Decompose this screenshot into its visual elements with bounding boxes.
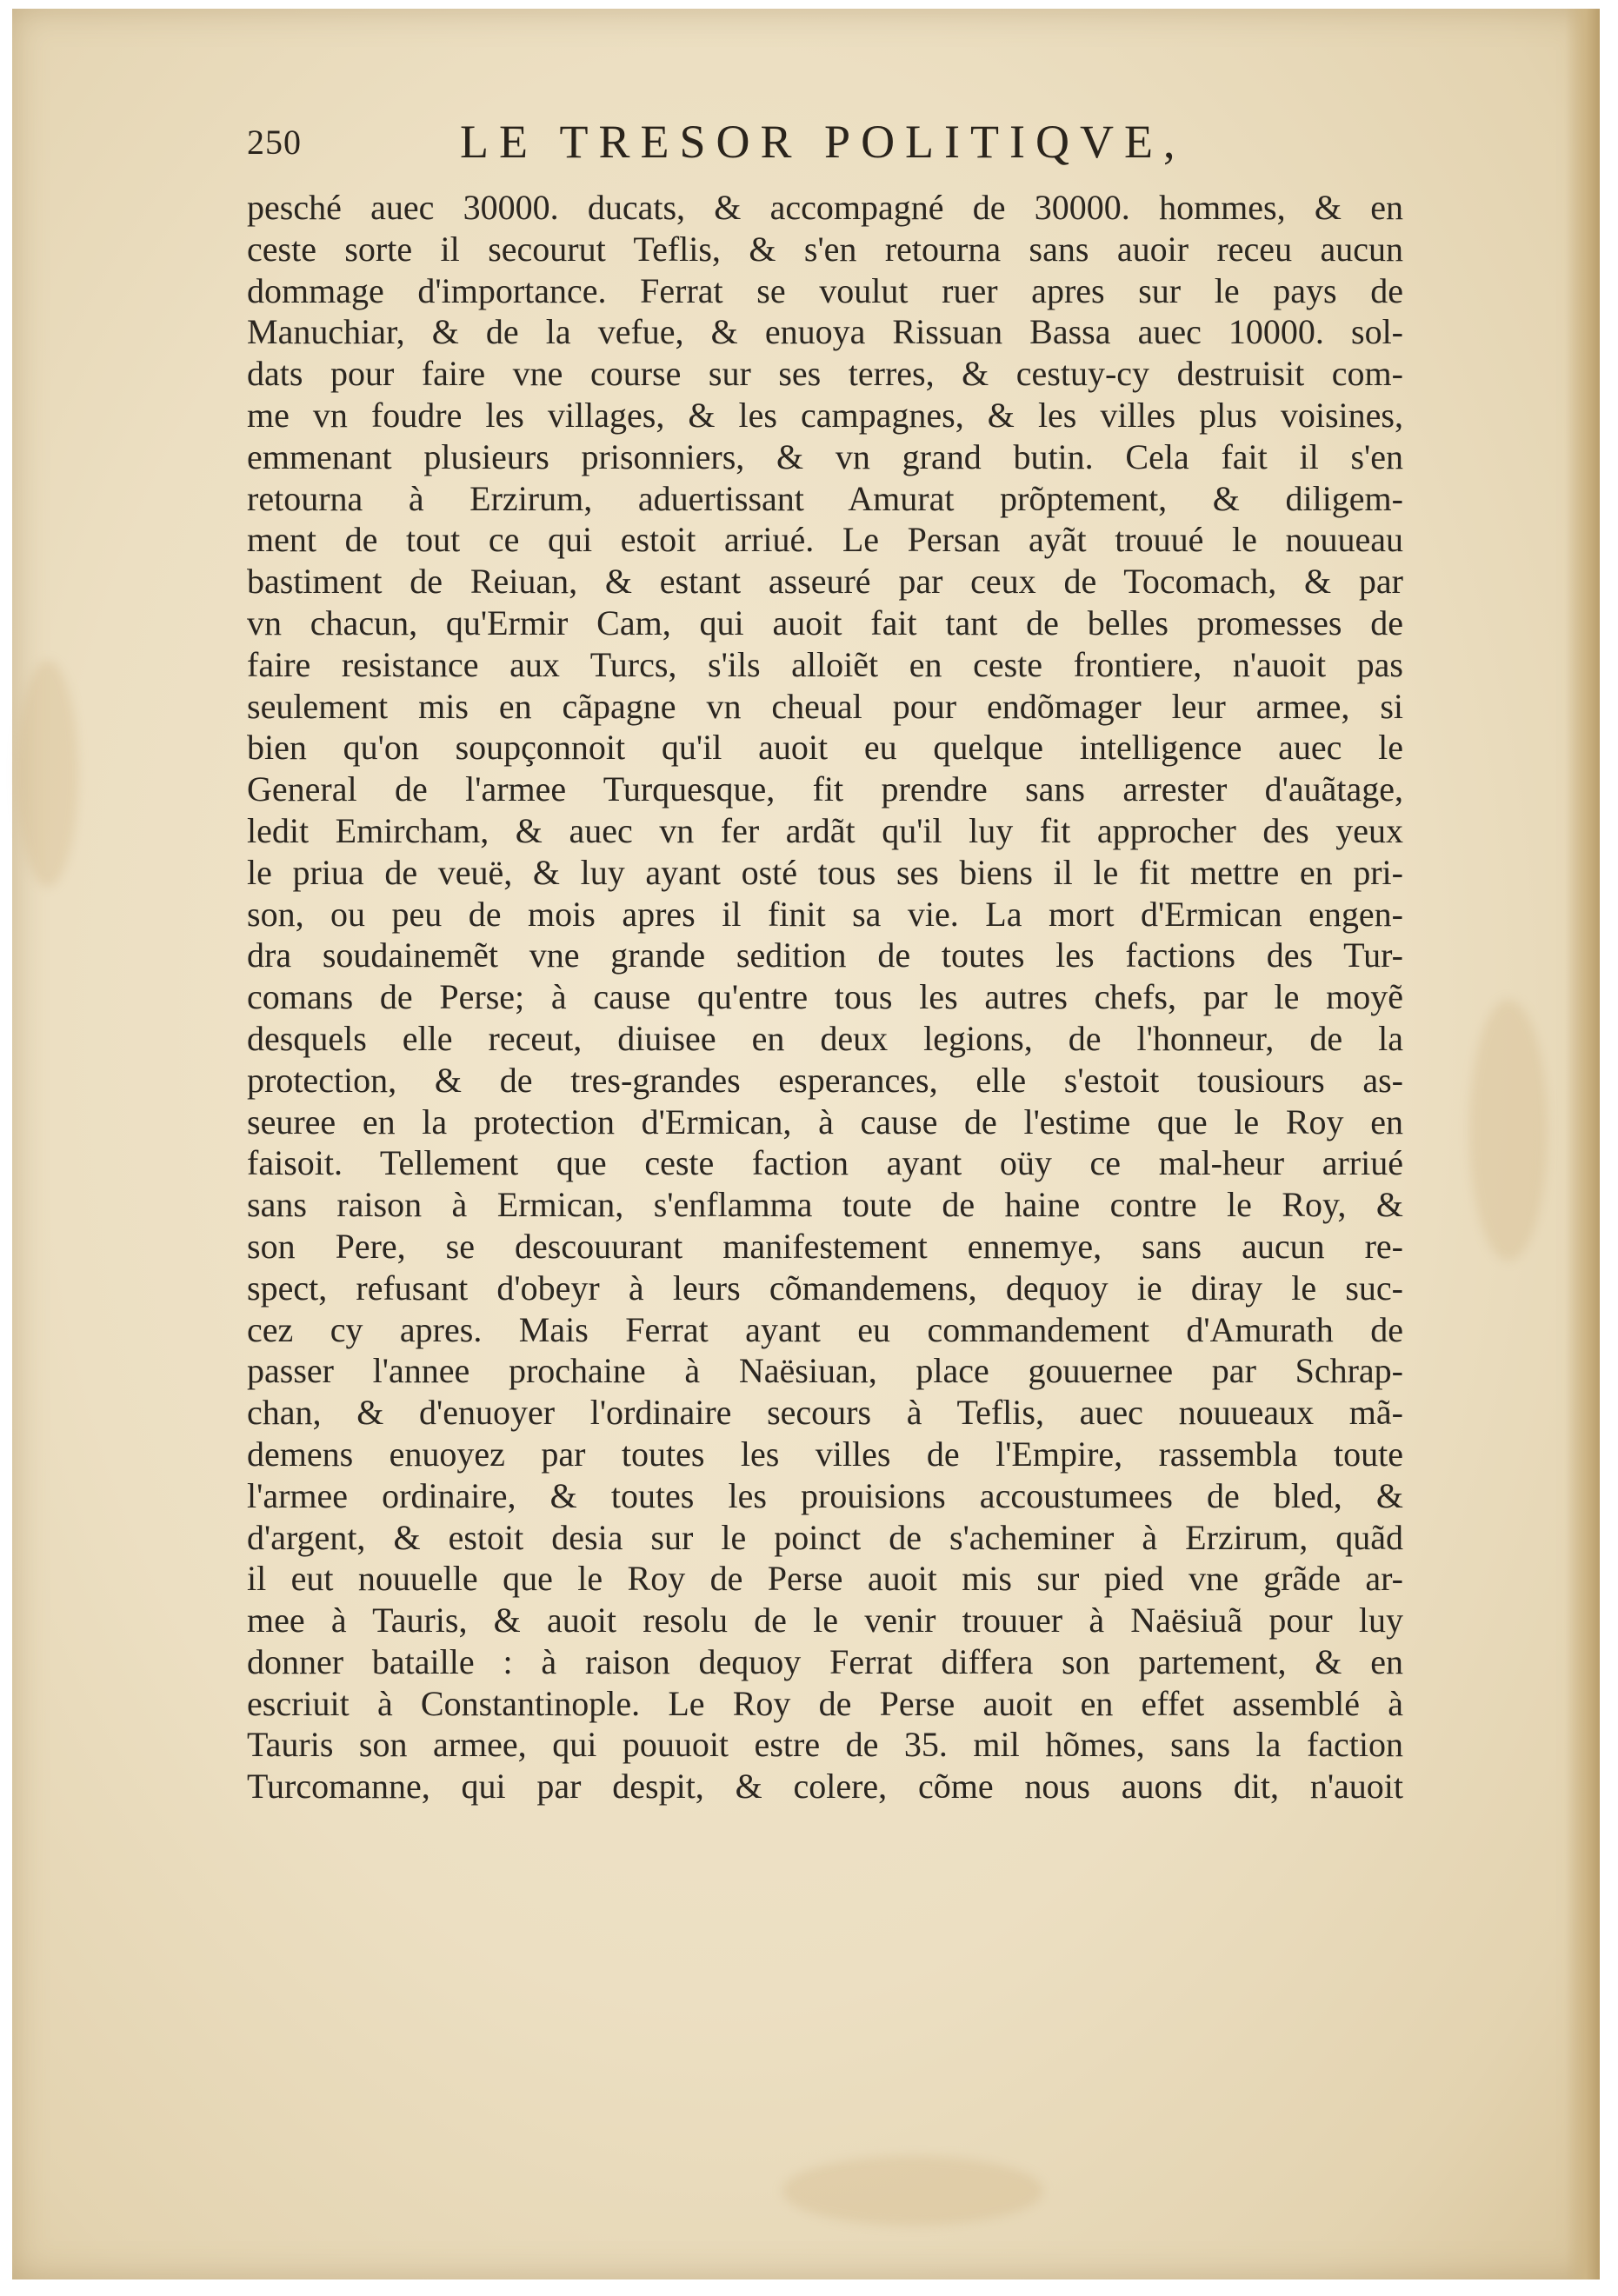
text-line: bastiment de Reiuan, & estant asseuré par ceux de Tocomach, & par: [247, 562, 1403, 602]
text-line: seulement mis en cãpagne vn cheual pour endõmager leur armee, si: [247, 686, 1403, 726]
paper-stain: [1469, 1000, 1548, 1261]
text-line: protection, & de tres-grandes esperances, elle s'estoit tousiours as-: [247, 1060, 1403, 1100]
page-gutter-edge: [1565, 9, 1600, 2279]
text-line: son, ou peu de mois apres il finit sa vie. La mort d'Ermican engen-: [247, 894, 1403, 934]
text-line: Tauris son armee, qui pouuoit estre de 35. mil hõmes, sans la faction: [247, 1725, 1403, 1765]
text-line: dommage d'importance. Ferrat se voulut ruer apres sur le pays de: [247, 270, 1403, 310]
text-line: l'armee ordinaire, & toutes les prouisions accoustumees de bled, &: [247, 1475, 1403, 1515]
page-header: [247, 115, 1421, 176]
text-line: Manuchiar, & de la vefue, & enuoya Rissuan Bassa auec 10000. sol-: [247, 312, 1403, 352]
paper-stain: [17, 661, 78, 887]
text-line: faire resistance aux Turcs, s'ils alloiẽt en ceste frontiere, n'auoit pas: [247, 644, 1403, 684]
text-line: ment de tout ce qui estoit arriué. Le Persan ayãt trouué le nouueau: [247, 520, 1403, 560]
text-line: pesché auec 30000. ducats, & accompagné de 30000. hommes, & en: [247, 188, 1403, 227]
text-line: chan, & d'enuoyer l'ordinaire secours à Teflis, auec nouueaux mã-: [247, 1393, 1403, 1433]
text-line: dra soudainemẽt vne grande sedition de toutes les factions des Tur-: [247, 935, 1403, 975]
text-line: faisoit. Tellement que ceste faction ayant oüy ce mal-heur arriué: [247, 1143, 1403, 1183]
text-line: il eut nouuelle que le Roy de Perse auoit mis sur pied vne grãde ar-: [247, 1559, 1403, 1599]
text-line: General de l'armee Turquesque, fit prendre sans arrester d'auãtage,: [247, 769, 1403, 809]
page-number: 250: [247, 123, 302, 162]
text-line: mee à Tauris, & auoit resolu de le venir trouuer à Naësiuã pour luy: [247, 1601, 1403, 1640]
text-line: seuree en la protection d'Ermican, à cause de l'estime que le Roy en: [247, 1101, 1403, 1141]
text-line: passer l'annee prochaine à Naësiuan, place gouuernee par Schrap-: [247, 1351, 1403, 1391]
text-line: ceste sorte il secourut Teflis, & s'en retourna sans auoir receu aucun: [247, 229, 1403, 269]
text-line: sans raison à Ermican, s'enflamma toute de haine contre le Roy, &: [247, 1185, 1403, 1225]
text-line: demens enuoyez par toutes les villes de l'Empire, rassembla toute: [247, 1434, 1403, 1474]
text-line: spect, refusant d'obeyr à leurs cõmandemens, dequoy ie diray le suc-: [247, 1268, 1403, 1308]
running-title: LE TRESOR POLITIQVE,: [460, 116, 1186, 168]
text-line: dats pour faire vne course sur ses terres, & cestuy-cy destruisit com-: [247, 354, 1403, 394]
text-line: d'argent, & estoit desia sur le poinct de s'acheminer à Erzirum, quãd: [247, 1517, 1403, 1557]
text-line: desquels elle receut, diuisee en deux legions, de l'honneur, de la: [247, 1018, 1403, 1058]
body-text: [247, 187, 1403, 1807]
text-line: emmenant plusieurs prisonniers, & vn grand butin. Cela fait il s'en: [247, 436, 1403, 476]
text-line: le priua de veuë, & luy ayant osté tous ses biens il le fit mettre en pri-: [247, 852, 1403, 892]
text-line: escriuit à Constantinople. Le Roy de Perse auoit en effet assemblé à: [247, 1683, 1403, 1723]
text-line: cez cy apres. Mais Ferrat ayant eu commandement d'Amurath de: [247, 1309, 1403, 1349]
text-line: donner bataille : à raison dequoy Ferrat differa son partement, & en: [247, 1641, 1403, 1681]
text-line: retourna à Erzirum, aduertissant Amurat prõptement, & diligem-: [247, 478, 1403, 518]
text-line: comans de Perse; à cause qu'entre tous les autres chefs, par le moyẽ: [247, 977, 1403, 1017]
text-line: vn chacun, qu'Ermir Cam, qui auoit fait tant de belles promesses de: [247, 602, 1403, 642]
text-line: Turcomanne, qui par despit, & colere, cõme nous auons dit, n'auoit: [247, 1767, 1403, 1807]
paper-stain: [782, 2156, 1043, 2226]
text-line: son Pere, se descouurant manifestement ennemye, sans aucun re-: [247, 1226, 1403, 1266]
text-line: me vn foudre les villages, & les campagnes, & les villes plus voisines,: [247, 395, 1403, 435]
text-line: bien qu'on soupçonnoit qu'il auoit eu quelque intelligence auec le: [247, 728, 1403, 768]
text-line: ledit Emircham, & auec vn fer ardãt qu'il luy fit approcher des yeux: [247, 810, 1403, 850]
